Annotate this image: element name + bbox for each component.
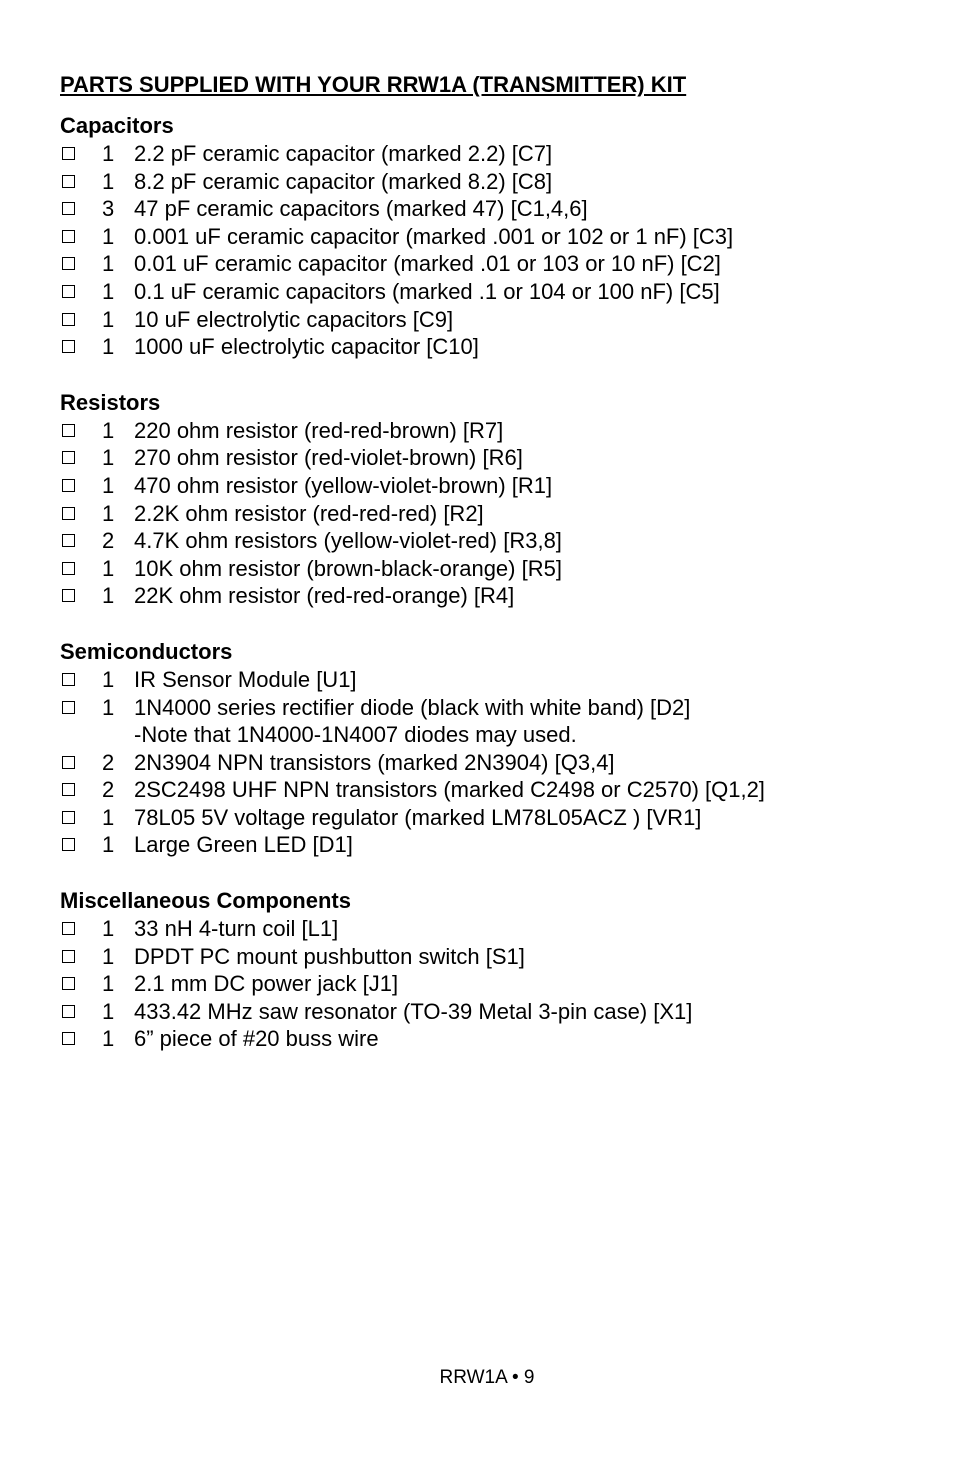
checkbox-icon	[62, 1005, 75, 1018]
checkbox-icon	[62, 175, 75, 188]
part-description-block	[134, 140, 552, 168]
part-quantity: 1	[102, 943, 115, 969]
part-description-block	[134, 915, 338, 943]
part-row	[60, 694, 920, 749]
part-quantity: 1	[102, 832, 115, 858]
part-description: 10K ohm resistor (brown-black-orange) [R5]	[134, 555, 562, 581]
checkbox-icon	[62, 950, 75, 963]
checkbox-icon	[62, 451, 75, 464]
checkbox-icon	[62, 507, 75, 520]
part-row	[60, 749, 920, 777]
part-description-block	[134, 500, 484, 528]
parts-section	[60, 112, 920, 361]
part-description-block	[134, 306, 453, 334]
part-description-block	[134, 278, 720, 306]
part-row	[60, 555, 920, 583]
part-description: 0.01 uF ceramic capacitor (marked .01 or 103 or 10 nF) [C2]	[134, 251, 721, 277]
part-quantity: 1	[102, 500, 115, 526]
part-row	[60, 666, 920, 694]
checkbox-icon	[62, 701, 75, 714]
part-quantity: 1	[102, 804, 115, 830]
part-quantity: 2	[102, 777, 115, 803]
checkbox-icon	[62, 922, 75, 935]
part-row	[60, 500, 920, 528]
document-page	[60, 70, 920, 1081]
part-description: 0.1 uF ceramic capacitors (marked .1 or 104 or 100 nF) [C5]	[134, 278, 720, 304]
part-description-block	[134, 223, 733, 251]
part-description-block	[134, 831, 353, 859]
part-description: 47 pF ceramic capacitors (marked 47) [C1,4,6]	[134, 196, 588, 222]
part-description: 6” piece of #20 buss wire	[134, 1026, 379, 1052]
part-quantity: 1	[102, 666, 115, 692]
part-quantity: 1	[102, 971, 115, 997]
part-description: 8.2 pF ceramic capacitor (marked 8.2) [C8]	[134, 168, 553, 194]
part-row	[60, 998, 920, 1026]
part-description-block	[134, 998, 692, 1026]
checkbox-icon	[62, 313, 75, 326]
part-description: 1000 uF electrolytic capacitor [C10]	[134, 334, 479, 360]
checkbox-icon	[62, 562, 75, 575]
parts-section	[60, 389, 920, 610]
part-row	[60, 915, 920, 943]
part-row	[60, 831, 920, 859]
page-title: PARTS SUPPLIED WITH YOUR RRW1A (TRANSMITTER) KIT	[60, 72, 687, 97]
part-description-block	[134, 804, 701, 832]
part-description: 33 nH 4-turn coil [L1]	[134, 916, 339, 942]
part-description: 2.2 pF ceramic capacitor (marked 2.2) [C7]	[134, 141, 553, 166]
part-description-block	[134, 943, 525, 971]
part-quantity: 1	[102, 141, 115, 166]
part-description-block	[134, 472, 552, 500]
part-description: DPDT PC mount pushbutton switch [S1]	[134, 943, 525, 969]
part-description: 10 uF electrolytic capacitors [C9]	[134, 306, 454, 332]
part-quantity: 1	[102, 306, 115, 332]
part-quantity: 1	[102, 223, 115, 249]
checkbox-icon	[62, 589, 75, 602]
part-quantity: 3	[102, 196, 115, 222]
part-row	[60, 776, 920, 804]
part-description: 470 ohm resistor (yellow-violet-brown) [R1]	[134, 472, 553, 498]
part-row	[60, 250, 920, 278]
part-row	[60, 527, 920, 555]
part-quantity: 2	[102, 528, 115, 554]
section-heading: Miscellaneous Components	[60, 888, 351, 914]
section-heading: Capacitors	[60, 113, 174, 138]
part-description: IR Sensor Module [U1]	[134, 666, 357, 692]
part-description-block	[134, 1025, 379, 1053]
parts-list	[60, 112, 920, 1053]
part-quantity: 1	[102, 583, 115, 609]
part-description-block	[134, 666, 357, 694]
part-description: 78L05 5V voltage regulator (marked LM78L05ACZ ) [VR1]	[134, 804, 702, 830]
part-row	[60, 472, 920, 500]
part-description-block	[134, 694, 690, 749]
part-quantity: 1	[102, 472, 115, 498]
part-quantity: 1	[102, 998, 115, 1024]
checkbox-icon	[62, 1032, 75, 1045]
part-description-block	[134, 970, 398, 998]
section-heading: Resistors	[60, 389, 161, 415]
part-description: 22K ohm resistor (red-red-orange) [R4]	[134, 583, 515, 609]
part-description-block	[134, 417, 503, 445]
part-quantity: 1	[102, 168, 115, 194]
page-footer: RRW1A • 9	[439, 1367, 535, 1388]
part-row	[60, 223, 920, 251]
part-description-block	[134, 776, 765, 804]
part-description: 2SC2498 UHF NPN transistors (marked C2498 or C2570) [Q1,2]	[134, 777, 765, 803]
part-description: 2.1 mm DC power jack [J1]	[134, 971, 399, 997]
checkbox-icon	[62, 479, 75, 492]
checkbox-icon	[62, 756, 75, 769]
checkbox-icon	[62, 838, 75, 851]
part-quantity: 1	[102, 417, 115, 443]
part-row	[60, 333, 920, 361]
part-quantity: 1	[102, 916, 115, 942]
checkbox-icon	[62, 147, 75, 160]
part-description-block	[134, 555, 562, 583]
part-description: Large Green LED [D1]	[134, 832, 353, 858]
checkbox-icon	[62, 534, 75, 547]
part-row	[60, 417, 920, 445]
checkbox-icon	[62, 783, 75, 796]
part-row	[60, 195, 920, 223]
checkbox-icon	[62, 673, 75, 686]
checkbox-icon	[62, 202, 75, 215]
part-row	[60, 970, 920, 998]
part-row	[60, 168, 920, 196]
part-description-block	[134, 250, 721, 278]
part-row	[60, 582, 920, 610]
checkbox-icon	[62, 977, 75, 990]
checkbox-icon	[62, 230, 75, 243]
part-description: 4.7K ohm resistors (yellow-violet-red) [R3,8]	[134, 528, 562, 554]
part-row	[60, 804, 920, 832]
part-quantity: 1	[102, 445, 115, 471]
part-quantity: 2	[102, 749, 115, 775]
part-row	[60, 306, 920, 334]
part-row	[60, 1025, 920, 1053]
checkbox-icon	[62, 257, 75, 270]
part-row	[60, 444, 920, 472]
checkbox-icon	[62, 811, 75, 824]
part-quantity: 1	[102, 1026, 115, 1052]
section-heading: Semiconductors	[60, 638, 233, 664]
part-description: 0.001 uF ceramic capacitor (marked .001 or 102 or 1 nF) [C3]	[134, 223, 734, 249]
part-row	[60, 140, 920, 168]
part-quantity: 1	[102, 251, 115, 277]
part-description: 2N3904 NPN transistors (marked 2N3904) [Q3,4]	[134, 749, 615, 775]
part-description: 1N4000 series rectifier diode (black with white band) [D2]	[134, 694, 691, 720]
part-description-block	[134, 195, 588, 223]
part-row	[60, 278, 920, 306]
part-description-block	[134, 527, 562, 555]
part-description-block	[134, 168, 552, 196]
part-description-block	[134, 444, 523, 472]
part-quantity: 1	[102, 694, 115, 720]
part-row	[60, 943, 920, 971]
parts-section	[60, 638, 920, 859]
part-quantity: 1	[102, 555, 115, 581]
checkbox-icon	[62, 424, 75, 437]
part-quantity: 1	[102, 334, 115, 360]
part-quantity: 1	[102, 278, 115, 304]
checkbox-icon	[62, 285, 75, 298]
parts-section	[60, 887, 920, 1053]
part-description: 270 ohm resistor (red-violet-brown) [R6]	[134, 445, 523, 471]
part-description: 433.42 MHz saw resonator (TO-39 Metal 3-pin case) [X1]	[134, 998, 693, 1024]
part-description-block	[134, 333, 479, 361]
part-description-block	[134, 749, 615, 777]
part-description: 220 ohm resistor (red-red-brown) [R7]	[134, 417, 504, 443]
part-description: 2.2K ohm resistor (red-red-red) [R2]	[134, 500, 484, 526]
checkbox-icon	[62, 340, 75, 353]
part-description-block	[134, 582, 514, 610]
part-note: -Note that 1N4000-1N4007 diodes may used.	[134, 722, 577, 748]
